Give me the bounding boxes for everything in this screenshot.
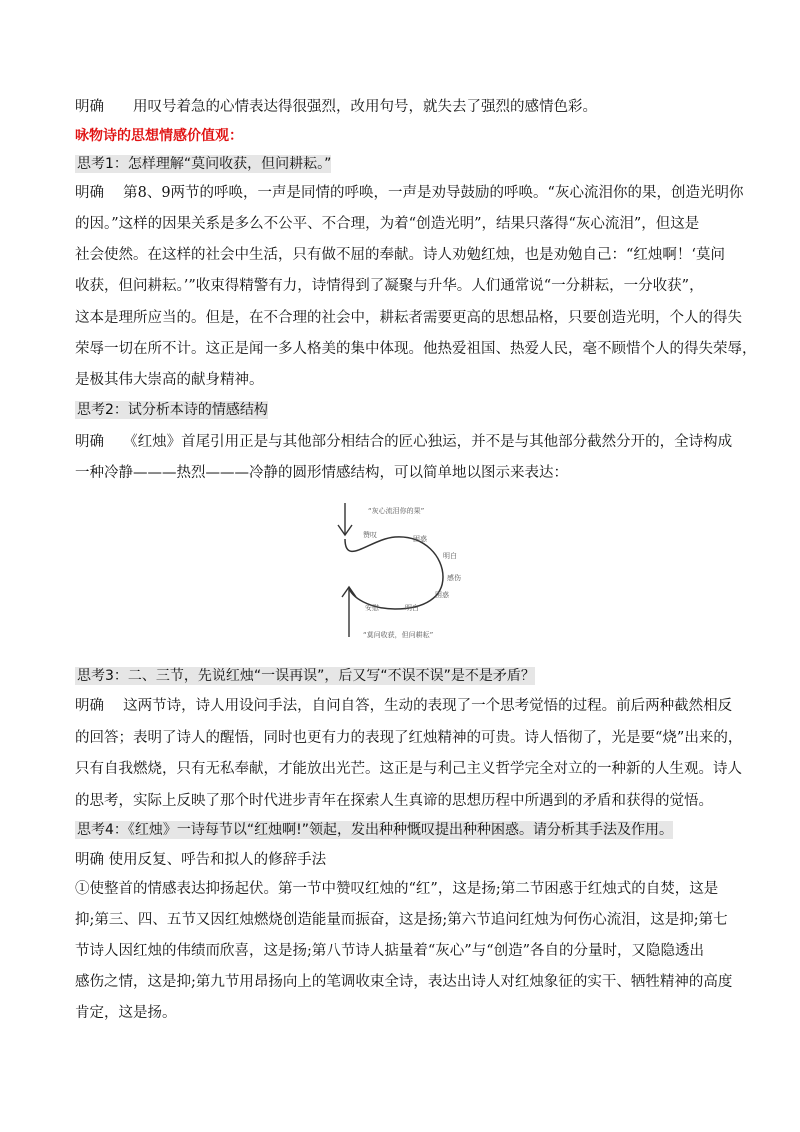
paragraph-line: ①使整首的情感表达抑扬起伏。第一节中赞叹红烛的“红”，这是扬;第二节困惑于红烛式的自焚，这是 bbox=[75, 881, 719, 897]
paragraph-line: 明确 第8、9两节的呼唤，一声是同情的呼唤，一声是劝导鼓励的呼唤。“灰心流泪你的果，创造光明你 bbox=[75, 185, 744, 201]
paragraph-line: 感伤之情，这是抑;第九节用昂扬向上的笔调收束全诗，表达出诗人对红烛象征的实干、牺牲精神的高度 bbox=[75, 974, 733, 990]
emotion-structure-diagram bbox=[325, 497, 485, 647]
paragraph-line: 肯定，这是扬。 bbox=[75, 1005, 177, 1021]
paragraph-line: 的思考，实际上反映了那个时代进步青年在探索人生真谛的思想历程中所遇到的矛盾和获得的觉悟。 bbox=[75, 793, 713, 809]
label-mingbai-bottom: 明白 bbox=[405, 604, 419, 612]
paragraph-line: 抑;第三、四、五节又因红烛燃烧创造能量而振奋，这是扬;第六节追问红烛为何伤心流泪，这是抑;第七 bbox=[75, 912, 728, 928]
paragraph-line: 明确 《红烛》首尾引用正是与其他部分相结合的匠心独运，并不是与其他部分截然分开的，全诗构成 bbox=[75, 434, 733, 450]
question-1 bbox=[75, 154, 725, 174]
bottom-quote-label: “莫问收获，但问耕耘” bbox=[363, 631, 434, 639]
paragraph-line: 的因。”这样的因果关系是多么不公平、不合理，为着“创造光明”，结果只落得“灰心流泪”，但这是 bbox=[75, 216, 700, 232]
paragraph-line: 明确 使用反复、呼告和拟人的修辞手法 bbox=[75, 852, 327, 868]
label-kunhuo-bottom: 困惑 bbox=[435, 591, 449, 599]
label-kunhuo-top: 困惑 bbox=[413, 535, 427, 543]
paragraph-line: 一种冷静———热烈———冷静的圆形情感结构，可以简单地以图示来表达： bbox=[75, 465, 568, 481]
section-heading: 咏物诗的思想情感价值观： bbox=[75, 128, 243, 144]
question-4-text: 思考4：《红烛》一诗每节以“红烛啊!”领起，发出种种慨叹提出种种困惑。请分析其手法及作用。 bbox=[77, 822, 674, 838]
paragraph-line: 荣辱一切在所不计。这正是闻一多人格美的集中体现。他热爱祖国、热爱人民，毫不顾惜个人的得失荣辱， bbox=[75, 341, 757, 357]
paragraph-line: 只有自我燃烧，只有无私奉献，才能放出光芒。这正是与利己主义哲学完全对立的一种新的人生观。诗人 bbox=[75, 761, 742, 777]
question-1-text: 思考1：怎样理解“莫问收获，但问耕耘。” bbox=[77, 156, 332, 172]
paragraph-line: 节诗人因红烛的伟绩而欣喜，这是扬;第八节诗人掂量着“灰心”与“创造”各自的分量时，又隐隐透出 bbox=[75, 943, 705, 959]
label-zanshu: 赞叹 bbox=[363, 531, 377, 539]
paragraph-line: 收获，但问耕耘。’”收束得精警有力，诗情得到了凝聚与升华。人们通常说“一分耕耘，一分收获”， bbox=[75, 278, 704, 294]
label-anwei: 安慰 bbox=[365, 604, 379, 612]
question-3-text: 思考3：二、三节，先说红烛“一误再误”，后又写“不误不误”是不是矛盾？ bbox=[77, 668, 535, 684]
paragraph-line: 社会使然。在这样的社会中生活，只有做不屈的奉献。诗人劝勉红烛，也是劝勉自己：“红烛啊！‘莫问 bbox=[75, 247, 726, 263]
question-2 bbox=[75, 400, 725, 420]
question-2-text: 思考2：试分析本诗的情感结构 bbox=[77, 402, 268, 418]
cycle-curve bbox=[345, 537, 443, 609]
paragraph-line: 的回答；表明了诗人的醒悟，同时也更有力的表现了红烛精神的可贵。诗人悟彻了，光是要“烧”出来的， bbox=[75, 730, 743, 746]
paragraph-line: 是极其伟大崇高的献身精神。 bbox=[75, 372, 264, 388]
paragraph-line: 这本是理所应当的。但是，在不合理的社会中，耕耘者需要更高的思想品格，只要创造光明，个人的得失 bbox=[75, 310, 742, 326]
question-4 bbox=[75, 820, 725, 840]
paragraph-line: 明确 这两节诗，诗人用设问手法，自问自答，生动的表现了一个思考觉悟的过程。前后两种截然相反 bbox=[75, 698, 733, 714]
answer-line: 明确 用叹号着急的心情表达得很强烈，改用句号，就失去了强烈的感情色彩。 bbox=[75, 99, 597, 115]
top-quote-label: “灰心流泪你的果” bbox=[368, 507, 425, 515]
label-ganshang: 感伤 bbox=[447, 574, 461, 582]
label-mingbai-top: 明白 bbox=[443, 552, 457, 560]
question-3 bbox=[75, 666, 725, 686]
